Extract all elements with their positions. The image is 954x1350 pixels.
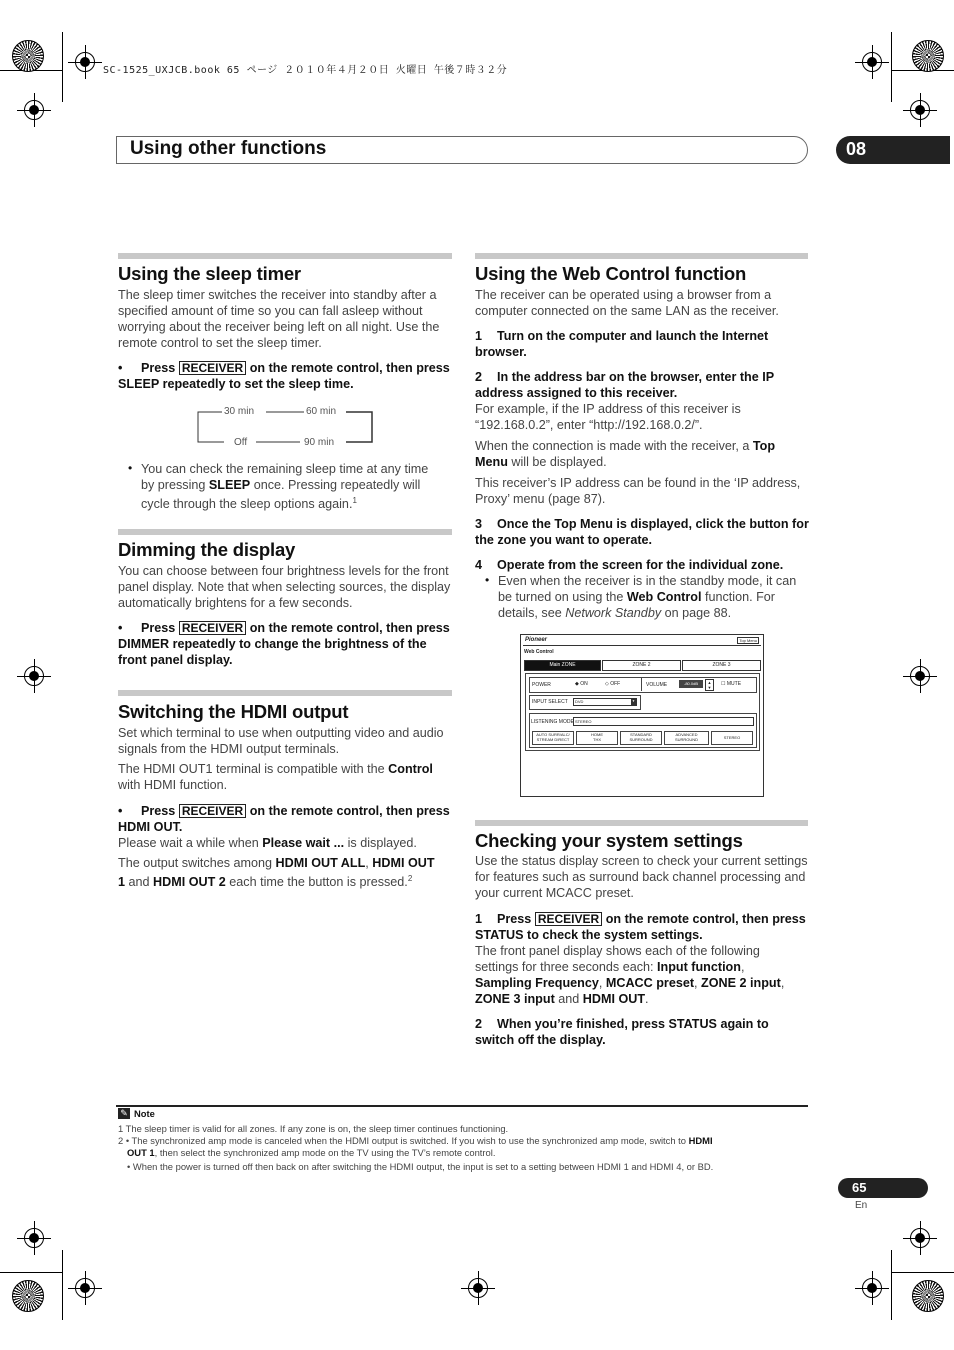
chapter-tab (836, 136, 950, 164)
input-select-dropdown[interactable]: DVD ▼ (573, 698, 637, 706)
sleep-cycle-diagram (196, 404, 376, 449)
input-select-label: INPUT SELECT (532, 699, 568, 705)
web-heading: Using the Web Control function (475, 263, 747, 284)
dimmer-intro: You can choose between four brightness levels for the front panel display. Note that when selecting sources, the display automatically brightens for a few seconds. (118, 564, 451, 610)
web-example: For example, if the IP address of this receiver is “192.168.0.2”, enter “http://192.168.0.2/”. (475, 402, 741, 432)
receiver-button-label: RECEIVER (179, 361, 246, 375)
web-step-3: 3 Once the Top Menu is displayed, click the button for the zone you want to operate. (475, 517, 809, 547)
note-label: Note (134, 1108, 155, 1119)
power-on-radio[interactable]: ◆ ON (575, 681, 588, 687)
hdmi-compat: The HDMI OUT1 terminal is compatible with the Control with HDMI function. (118, 762, 433, 792)
color-bar-mark (912, 40, 944, 72)
volume-label: VOLUME (646, 682, 668, 688)
chapter-number: 08 (846, 139, 867, 159)
hdmi-switch: The output switches among HDMI OUT ALL, HDMI OUT 1 and HDMI OUT 2 each time the button is pressed.$^2$ (118, 856, 435, 890)
footnote-2: 2 • The synchronized amp mode is canceled when the HDMI output is switched. If you wish to use the synchronized amp mode, switch to HDMI OUT 1, then select the synchronized amp mode on the TV using the TV’s remote control. (118, 1135, 713, 1158)
pioneer-logo: Pioneer (525, 637, 548, 643)
page-number: 65 (852, 1180, 867, 1195)
registration-mark (75, 1278, 95, 1298)
footnote-2-bullet: • When the power is turned off then back on after switching the HDMI output, the input is set to a setting between HDMI 1 and HDMI 4, or BD. (127, 1161, 714, 1172)
top-menu-button[interactable]: Top Menu (739, 638, 757, 643)
status-step-2: 2 When you’re finished, press STATUS again to switch off the display. (475, 1017, 769, 1047)
hdmi-intro: Set which terminal to use when outputting video and audio signals from the HDMI output terminals. (118, 726, 444, 756)
status-shows: The front panel display shows each of the following settings for three seconds each: Input function, Sampling Frequency, MCACC preset, ZONE 2 input, ZONE 3 input and HDMI OUT. (475, 944, 785, 1006)
sleep-option-60: 60 min (306, 406, 337, 417)
volume-section-divider (641, 677, 642, 691)
volume-display: -80.0dB (679, 680, 703, 688)
section-divider (475, 820, 808, 826)
listening-mode-display: STEREO (573, 717, 754, 726)
status-intro: Use the status display screen to check your current settings for features such as surround back channel processing and your current MCACC preset. (475, 854, 808, 900)
hdmi-wait: Please wait a while when Please wait ... is displayed. (118, 836, 417, 850)
status-heading: Checking your system settings (475, 830, 743, 851)
note-divider (116, 1105, 808, 1107)
chevron-down-icon: ▼ (632, 699, 635, 703)
web-step-2: 2 In the address bar on the browser, enter the IP address assigned to this receiver. (475, 370, 775, 400)
mode-button-home-thx[interactable]: HOME THX (576, 731, 618, 745)
sleep-step: • Press RECEIVER on the remote control, then press SLEEP repeatedly to set the sleep time. (118, 361, 450, 391)
note-icon: ✎ (118, 1108, 130, 1119)
color-bar-mark (12, 1280, 44, 1312)
web-ip-info: This receiver’s IP address can be found in the ‘IP address, Proxy’ menu (page 87). (475, 476, 801, 506)
registration-mark (910, 666, 930, 686)
section-divider (118, 529, 452, 535)
registration-mark (862, 1278, 882, 1298)
dimmer-step: • Press RECEIVER on the remote control, then press DIMMER repeatedly to change the brightness of the front panel display. (118, 621, 450, 667)
divider (523, 645, 761, 646)
bullet: • (485, 573, 490, 587)
web-standby-note: Even when the receiver is in the standby mode, it can be turned on using the Web Control function. For details, see Network Standby on page 88. (498, 574, 797, 620)
sleep-option-off: Off (234, 437, 248, 448)
dimmer-heading: Dimming the display (118, 539, 296, 560)
bullet: • (128, 461, 133, 475)
web-top-menu: When the connection is made with the receiver, a Top Menu will be displayed. (475, 439, 776, 469)
tab-main-zone[interactable]: Main ZONE (524, 660, 601, 671)
listening-mode-label: LISTENING MODE (531, 719, 574, 725)
sleep-option-30: 30 min (224, 406, 255, 417)
mode-button-standard-surround[interactable]: STANDARD SURROUND (620, 731, 662, 745)
web-control-title: Web Control (524, 649, 554, 655)
page-title: Using other functions (130, 138, 327, 159)
receiver-button-label: RECEIVER (535, 912, 602, 926)
power-off-radio[interactable]: ◇ OFF (605, 681, 621, 687)
registration-mark (24, 100, 44, 120)
hdmi-heading: Switching the HDMI output (118, 701, 349, 722)
status-step-1: 1 Press RECEIVER on the remote control, then press STATUS to check the system settings. (475, 912, 806, 942)
registration-mark (24, 666, 44, 686)
registration-mark (910, 1228, 930, 1248)
mode-button-stereo[interactable]: STEREO (711, 731, 753, 745)
registration-mark (910, 100, 930, 120)
mute-checkbox[interactable]: ☐ MUTE (721, 681, 742, 687)
section-divider (118, 253, 452, 259)
color-bar-mark (912, 1280, 944, 1312)
volume-stepper[interactable]: ▲ ▼ (705, 679, 714, 691)
web-step-4: 4 Operate from the screen for the individual zone. (475, 558, 784, 572)
registration-mark (468, 1278, 488, 1298)
mode-button-auto-surround[interactable]: AUTO SURR/ALC/ STREAM DIRECT (532, 731, 574, 745)
color-bar-mark (12, 40, 44, 72)
page-number-tab (838, 1178, 928, 1198)
sleep-option-90: 90 min (304, 437, 335, 448)
web-control-screen (520, 634, 764, 797)
tab-zone-2[interactable]: ZONE 2 (602, 660, 681, 671)
registration-mark (75, 52, 95, 72)
sleep-remaining-note: You can check the remaining sleep time at any time by pressing SLEEP once. Pressing repeatedly will cycle through the sleep options again.$^1$ (141, 462, 429, 512)
section-divider (475, 253, 808, 259)
sleep-heading: Using the sleep timer (118, 263, 301, 284)
web-step-1: 1 Turn on the computer and launch the Internet browser. (475, 329, 769, 359)
language-code: En (855, 1200, 868, 1211)
registration-mark (24, 1228, 44, 1248)
print-header: SC-1525_UXJCB.book 65 ページ ２０１０年４月２０日 火曜日 午後７時３２分 (103, 65, 508, 76)
receiver-button-label: RECEIVER (179, 621, 246, 635)
footnote-1: 1 The sleep timer is valid for all zones. If any zone is on, the sleep timer continues functioning. (118, 1123, 509, 1134)
registration-mark (862, 52, 882, 72)
tab-zone-3[interactable]: ZONE 3 (682, 660, 761, 671)
mode-button-advanced-surround[interactable]: ADVANCED SURROUND (664, 731, 709, 745)
sleep-intro: The sleep timer switches the receiver into standby after a specified amount of time so you can fall asleep without worrying about the receiver being left on all night. Use the remote control to set the sleep timer. (118, 288, 440, 350)
hdmi-step: • Press RECEIVER on the remote control, then press HDMI OUT. (118, 804, 450, 834)
receiver-button-label: RECEIVER (179, 804, 246, 818)
web-intro: The receiver can be operated using a browser from a computer connected on the same LAN as the receiver. (475, 288, 779, 318)
power-label: POWER (532, 682, 551, 688)
section-divider (118, 690, 452, 696)
